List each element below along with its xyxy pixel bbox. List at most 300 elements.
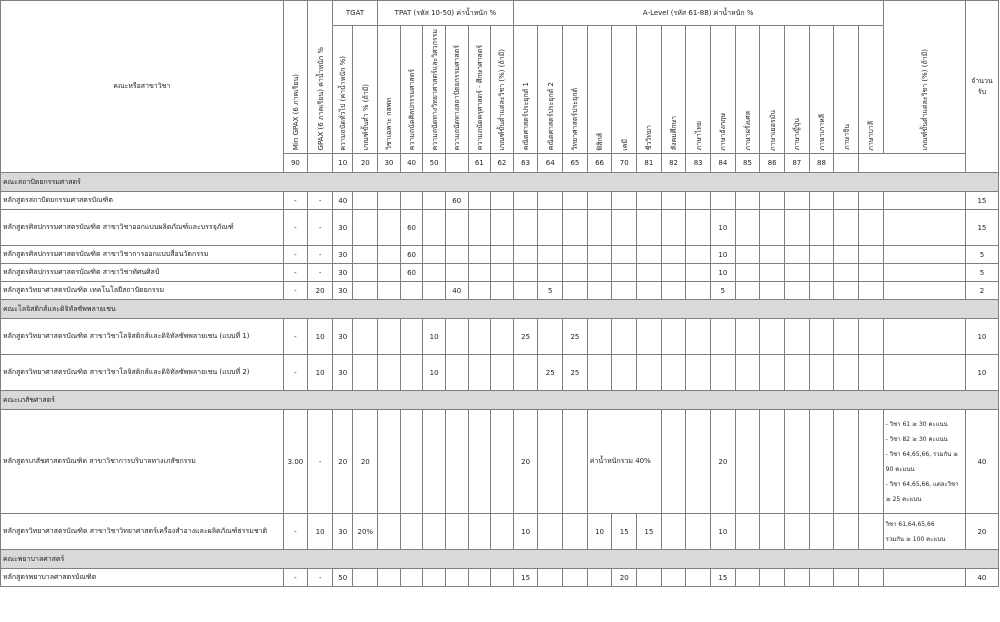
- tpat-cell: [468, 410, 491, 514]
- alevel-cell: [834, 246, 859, 264]
- tpat-cell: [491, 410, 514, 514]
- tgat-min-cell: [353, 569, 378, 587]
- subject-code: 64: [538, 154, 563, 173]
- alevel-sub-header: [538, 26, 563, 154]
- gpax-cell: -: [308, 210, 333, 246]
- alevel-cell: [809, 210, 834, 246]
- alevel-cell: [735, 264, 760, 282]
- seats-cell: 5: [965, 246, 998, 264]
- alevel-cell: [612, 246, 637, 264]
- min-gpax-cell: -: [283, 355, 308, 391]
- alevel-cell: [637, 355, 662, 391]
- alevel-cell: [513, 192, 538, 210]
- tpat-sub-header-label: วิชาเฉพาะ กสพท: [385, 98, 394, 151]
- alevel-cell: 25: [563, 319, 588, 355]
- subject-code: 70: [612, 154, 637, 173]
- alevel-cell: [612, 319, 637, 355]
- alevel-sub-header-label: ภาษาอังกฤษ: [719, 112, 728, 151]
- alevel-sub-header: [711, 26, 736, 154]
- alevel-cell: [686, 319, 711, 355]
- table-row: [1, 246, 999, 264]
- tpat-cell: [423, 514, 446, 550]
- alevel-cell: [538, 514, 563, 550]
- min-gpax-cell: -: [283, 282, 308, 300]
- seats-cell: 40: [965, 410, 998, 514]
- tpat-cell: [378, 210, 401, 246]
- subject-code: 10: [332, 154, 353, 173]
- gpax-cell: -: [308, 410, 333, 514]
- tgat-min-cell: [353, 264, 378, 282]
- alevel-cell: [809, 355, 834, 391]
- alevel-cell: [784, 192, 809, 210]
- tpat-sub-header: [400, 26, 423, 154]
- tpat-cell: [468, 514, 491, 550]
- subject-code: 63: [513, 154, 538, 173]
- subject-code: 20: [353, 154, 378, 173]
- subject-code: 84: [711, 154, 736, 173]
- tpat-cell: [445, 246, 468, 264]
- alevel-sub-header: [563, 26, 588, 154]
- alevel-group-note: ค่าน้ำหนักรวม 40%: [587, 410, 661, 514]
- alevel-cell: [587, 246, 612, 264]
- min-alevel-note: [883, 282, 965, 300]
- alevel-cell: [760, 569, 785, 587]
- program-name: หลักสูตรวิทยาศาสตรบัณฑิต สาขาวิชาวิทยาศาสตร์เครื่องสำอางและผลิตภัณฑ์ธรรมชาติ: [1, 514, 284, 550]
- alevel-sub-header-label: ฟิสิกส์: [596, 132, 605, 151]
- min-alevel-header: [883, 1, 965, 154]
- alevel-cell: 20: [513, 410, 538, 514]
- alevel-sub-header-label: ภาษาบาลี: [867, 120, 876, 151]
- tgat-cell: 30: [332, 264, 353, 282]
- subject-code: 62: [491, 154, 514, 173]
- tgat-cell: 20: [332, 410, 353, 514]
- subject-code: 30: [378, 154, 401, 173]
- min-gpax-cell: -: [283, 192, 308, 210]
- subject-code: 85: [735, 154, 760, 173]
- subject-code: 82: [661, 154, 686, 173]
- alevel-cell: [538, 210, 563, 246]
- tpat-cell: [445, 319, 468, 355]
- min-alevel-note: [883, 319, 965, 355]
- tgat-min-cell: [353, 355, 378, 391]
- alevel-cell: [686, 210, 711, 246]
- tgat-min-cell: [353, 192, 378, 210]
- alevel-cell: [538, 246, 563, 264]
- seats-cell: 10: [965, 319, 998, 355]
- table-row: [1, 410, 999, 514]
- alevel-cell: [858, 410, 883, 514]
- alevel-cell: [809, 319, 834, 355]
- tgat-min-cell: [353, 282, 378, 300]
- tgat-cell: 30: [332, 246, 353, 264]
- program-name: หลักสูตรเภสัชศาสตรบัณฑิต สาขาวิชาการบริบาลทางเภสัชกรรม: [1, 410, 284, 514]
- alevel-cell: [809, 514, 834, 550]
- alevel-cell: [686, 355, 711, 391]
- alevel-cell: [686, 410, 711, 514]
- alevel-cell: 5: [711, 282, 736, 300]
- subject-code: 81: [637, 154, 662, 173]
- alevel-cell: [735, 192, 760, 210]
- alevel-cell: [513, 210, 538, 246]
- section-row: [1, 173, 999, 192]
- alevel-cell: [538, 410, 563, 514]
- alevel-cell: [834, 569, 859, 587]
- alevel-cell: [612, 355, 637, 391]
- tpat-cell: [400, 410, 423, 514]
- alevel-cell: 15: [513, 569, 538, 587]
- tpat-cell: [423, 192, 446, 210]
- alevel-cell: [686, 282, 711, 300]
- alevel-cell: 15: [711, 569, 736, 587]
- alevel-cell: 10: [587, 514, 612, 550]
- alevel-cell: [809, 192, 834, 210]
- min-gpax-cell: -: [283, 319, 308, 355]
- alevel-cell: 10: [711, 246, 736, 264]
- tpat-cell: [445, 264, 468, 282]
- alevel-sub-header: [834, 26, 859, 154]
- program-name: หลักสูตรพยาบาลศาสตรบัณฑิต: [1, 569, 284, 587]
- alevel-cell: [760, 192, 785, 210]
- tpat-cell: [423, 282, 446, 300]
- alevel-sub-header-label: เคมี: [620, 138, 629, 151]
- tpat-cell: [491, 319, 514, 355]
- tgat-cell: 30: [332, 319, 353, 355]
- program-name: หลักสูตรศิลปกรรมศาสตรบัณฑิต สาขาวิชาการออกแบบสื่อนวัตกรรม: [1, 246, 284, 264]
- tpat-cell: [400, 319, 423, 355]
- alevel-cell: [587, 569, 612, 587]
- alevel-cell: [735, 410, 760, 514]
- alevel-cell: [834, 355, 859, 391]
- alevel-cell: [760, 410, 785, 514]
- tgat-sub-header: [332, 26, 353, 154]
- alevel-cell: [784, 569, 809, 587]
- alevel-cell: 20: [612, 569, 637, 587]
- tpat-sub-header-label: ความถนัดทางสถาปัตยกรรมศาสตร์: [453, 44, 462, 151]
- tpat-cell: [491, 264, 514, 282]
- tgat-cell: 50: [332, 569, 353, 587]
- alevel-cell: [587, 355, 612, 391]
- subject-code: [308, 154, 333, 173]
- alevel-sub-header: [858, 26, 883, 154]
- alevel-cell: [760, 210, 785, 246]
- subject-code: 86: [760, 154, 785, 173]
- tpat-cell: [423, 264, 446, 282]
- alevel-cell: [513, 355, 538, 391]
- alevel-cell: [661, 210, 686, 246]
- alevel-cell: [538, 192, 563, 210]
- tpat-cell: [491, 246, 514, 264]
- alevel-cell: 10: [711, 210, 736, 246]
- min-gpax-cell: 3.00: [283, 410, 308, 514]
- alevel-cell: [858, 514, 883, 550]
- alevel-cell: [612, 282, 637, 300]
- min-alevel-note: [883, 569, 965, 587]
- min-alevel-note: [883, 192, 965, 210]
- alevel-cell: [612, 192, 637, 210]
- tpat-cell: [378, 514, 401, 550]
- alevel-cell: [563, 514, 588, 550]
- table-row: [1, 514, 999, 550]
- tpat-cell: [491, 514, 514, 550]
- alevel-cell: [661, 355, 686, 391]
- alevel-cell: [834, 319, 859, 355]
- gpax-weight-header: [308, 1, 333, 154]
- alevel-cell: 15: [612, 514, 637, 550]
- table-row: [1, 569, 999, 587]
- gpax-cell: 10: [308, 319, 333, 355]
- tgat-cell: 40: [332, 192, 353, 210]
- tpat-sub-header-label: ความถนัดศิลปกรรมศาสตร์: [408, 69, 417, 151]
- min-alevel-note: [883, 355, 965, 391]
- section-title: คณะโลจิสติกส์และดิจิทัลซัพพลายเชน: [1, 300, 999, 319]
- note-line: วิชา 61,64,65,66: [885, 520, 935, 528]
- alevel-cell: [661, 514, 686, 550]
- alevel-cell: [612, 210, 637, 246]
- alevel-cell: [661, 264, 686, 282]
- seats-cell: 15: [965, 210, 998, 246]
- alevel-cell: [563, 246, 588, 264]
- alevel-cell: [637, 282, 662, 300]
- alevel-sub-header-label: สังคมศึกษา: [670, 116, 679, 151]
- section-title: คณะพยาบาลศาสตร์: [1, 550, 999, 569]
- alevel-cell: [760, 264, 785, 282]
- alevel-cell: [735, 514, 760, 550]
- tgat-sub-header-label: เกณฑ์ขั้นต่ำ % (ถ้ามี): [361, 84, 370, 151]
- alevel-cell: [809, 282, 834, 300]
- alevel-cell: [686, 514, 711, 550]
- min-gpax-cell: -: [283, 246, 308, 264]
- subject-code: 88: [809, 154, 834, 173]
- tgat-min-cell: [353, 319, 378, 355]
- alevel-cell: [760, 282, 785, 300]
- alevel-cell: [563, 210, 588, 246]
- alevel-sub-header: [612, 26, 637, 154]
- alevel-cell: [784, 410, 809, 514]
- tpat-cell: [400, 192, 423, 210]
- gpax-cell: 10: [308, 514, 333, 550]
- alevel-cell: [661, 319, 686, 355]
- tpat-cell: [468, 192, 491, 210]
- alevel-cell: [809, 264, 834, 282]
- tpat-sub-header: [445, 26, 468, 154]
- tpat-header: TPAT (รหัส 10-50) ค่าน้ำหนัก %: [378, 1, 514, 26]
- alevel-cell: [858, 210, 883, 246]
- alevel-cell: [784, 282, 809, 300]
- alevel-cell: [834, 264, 859, 282]
- alevel-cell: [858, 569, 883, 587]
- alevel-cell: [858, 282, 883, 300]
- table-row: [1, 264, 999, 282]
- alevel-cell: [711, 355, 736, 391]
- tpat-cell: [378, 192, 401, 210]
- tpat-cell: [468, 569, 491, 587]
- gpax-weight-label: GPAX (6 ภาคเรียน) ค่าน้ำหนัก %: [316, 46, 325, 151]
- tpat-cell: [468, 319, 491, 355]
- subject-code: 90: [283, 154, 308, 173]
- seats-cell: 20: [965, 514, 998, 550]
- tpat-cell: [423, 246, 446, 264]
- tpat-cell: [378, 569, 401, 587]
- tpat-cell: 40: [445, 282, 468, 300]
- tgat-min-cell: 20%: [353, 514, 378, 550]
- alevel-cell: [587, 264, 612, 282]
- tpat-cell: [400, 514, 423, 550]
- table-row: [1, 282, 999, 300]
- program-name: หลักสูตรวิทยาศาสตรบัณฑิต สาขาวิชาโลจิสติกส์และดิจิทัลซัพพลายเชน (แบบที่ 1): [1, 319, 284, 355]
- alevel-cell: 25: [563, 355, 588, 391]
- alevel-cell: [735, 569, 760, 587]
- alevel-cell: [513, 264, 538, 282]
- tpat-cell: [468, 210, 491, 246]
- alevel-cell: [637, 569, 662, 587]
- tpat-cell: 10: [423, 355, 446, 391]
- subject-code: 83: [686, 154, 711, 173]
- alevel-cell: [735, 246, 760, 264]
- section-row: [1, 391, 999, 410]
- tgat-min-cell: [353, 246, 378, 264]
- alevel-sub-header: [809, 26, 834, 154]
- alevel-cell: [784, 246, 809, 264]
- alevel-cell: [686, 264, 711, 282]
- min-alevel-note: [883, 514, 965, 550]
- seats-header: จำนวนรับ: [965, 1, 998, 173]
- min-alevel-label: เกณฑ์ขั้นต่ำแต่ละวิชา (%) (ถ้ามี): [920, 48, 929, 151]
- min-gpax-label: Min GPAX (6 ภาคเรียน): [291, 74, 300, 151]
- alevel-cell: [686, 192, 711, 210]
- alevel-cell: [661, 282, 686, 300]
- tpat-sub-header: [491, 26, 514, 154]
- alevel-sub-header-label: คณิตศาสตร์ประยุกต์ 2: [546, 82, 555, 151]
- tgat-header: TGAT: [332, 1, 377, 26]
- alevel-cell: [563, 569, 588, 587]
- section-title: คณะสถาปัตยกรรมศาสตร์: [1, 173, 999, 192]
- alevel-cell: [784, 319, 809, 355]
- alevel-sub-header-label: ภาษาเกาหลี: [817, 113, 826, 151]
- gpax-cell: 10: [308, 355, 333, 391]
- seats-cell: 40: [965, 569, 998, 587]
- min-gpax-cell: -: [283, 210, 308, 246]
- note-line: - วิชา 82 ≥ 30 คะแนน: [885, 435, 948, 443]
- alevel-cell: [587, 319, 612, 355]
- alevel-cell: 25: [513, 319, 538, 355]
- table-row: [1, 355, 999, 391]
- subject-code: 66: [587, 154, 612, 173]
- alevel-cell: [661, 192, 686, 210]
- alevel-cell: [834, 514, 859, 550]
- tgat-cell: 30: [332, 210, 353, 246]
- program-header: คณะหรือสาขาวิชา: [1, 1, 284, 173]
- tpat-cell: 10: [423, 319, 446, 355]
- alevel-cell: [760, 355, 785, 391]
- tpat-cell: [445, 569, 468, 587]
- alevel-cell: [735, 282, 760, 300]
- alevel-sub-header-label: ภาษาจีน: [842, 124, 851, 151]
- alevel-cell: 15: [637, 514, 662, 550]
- tpat-cell: [468, 246, 491, 264]
- alevel-header: A-Level (รหัส 61-88) ค่าน้ำหนัก %: [513, 1, 883, 26]
- tgat-min-cell: 20: [353, 410, 378, 514]
- tpat-cell: [468, 264, 491, 282]
- gpax-cell: -: [308, 264, 333, 282]
- tgat-cell: 30: [332, 355, 353, 391]
- seats-cell: 5: [965, 264, 998, 282]
- alevel-sub-header: [661, 26, 686, 154]
- tpat-cell: [423, 569, 446, 587]
- alevel-cell: [637, 246, 662, 264]
- alevel-cell: [563, 410, 588, 514]
- alevel-cell: [809, 246, 834, 264]
- program-name: หลักสูตรวิทยาศาสตรบัณฑิต สาขาวิชาโลจิสติกส์และดิจิทัลซัพพลายเชน (แบบที่ 2): [1, 355, 284, 391]
- program-name: หลักสูตรวิทยาศาสตรบัณฑิต เทคโนโลยีสถาปัตยกรรม: [1, 282, 284, 300]
- alevel-sub-header: [784, 26, 809, 154]
- alevel-cell: 20: [711, 410, 736, 514]
- alevel-sub-header-label: ภาษาฝรั่งเศส: [744, 110, 752, 151]
- alevel-cell: [711, 192, 736, 210]
- alevel-cell: [760, 246, 785, 264]
- tpat-cell: 60: [445, 192, 468, 210]
- gpax-cell: -: [308, 569, 333, 587]
- tpat-cell: [423, 410, 446, 514]
- alevel-cell: [711, 319, 736, 355]
- alevel-cell: [538, 319, 563, 355]
- alevel-sub-header-label: ภาษาไทย: [694, 121, 703, 151]
- subject-code: 65: [563, 154, 588, 173]
- alevel-sub-header: [686, 26, 711, 154]
- alevel-cell: [784, 355, 809, 391]
- alevel-cell: [760, 514, 785, 550]
- tpat-cell: [378, 355, 401, 391]
- alevel-cell: [858, 355, 883, 391]
- alevel-cell: [661, 410, 686, 514]
- alevel-cell: [637, 192, 662, 210]
- tpat-sub-header-label: ความถนัดครุศาสตร์ - ศึกษาศาสตร์: [475, 45, 484, 151]
- alevel-cell: [735, 355, 760, 391]
- alevel-cell: 25: [538, 355, 563, 391]
- alevel-sub-header: [760, 26, 785, 154]
- seats-cell: 15: [965, 192, 998, 210]
- alevel-cell: [661, 569, 686, 587]
- alevel-cell: [858, 264, 883, 282]
- alevel-cell: [784, 514, 809, 550]
- tpat-cell: [378, 264, 401, 282]
- tpat-cell: [468, 282, 491, 300]
- alevel-cell: [809, 410, 834, 514]
- alevel-sub-header: [513, 26, 538, 154]
- subject-code: 61: [468, 154, 491, 173]
- tpat-cell: [445, 514, 468, 550]
- program-name: หลักสูตรศิลปกรรมศาสตรบัณฑิต สาขาวิชาออกแบบผลิตภัณฑ์และบรรจุภัณฑ์: [1, 210, 284, 246]
- alevel-cell: [637, 264, 662, 282]
- alevel-cell: [858, 246, 883, 264]
- tpat-cell: [491, 282, 514, 300]
- note-line: - วิชา 64,65,66, แต่ละวิชา ≥ 25 คะแนน: [885, 480, 959, 503]
- alevel-cell: [858, 192, 883, 210]
- alevel-cell: 10: [711, 514, 736, 550]
- alevel-cell: [784, 210, 809, 246]
- section-row: [1, 300, 999, 319]
- tpat-sub-header-label: เกณฑ์ขั้นต่ำแต่ละวิชา (%) (ถ้ามี): [498, 48, 507, 151]
- note-line: - วิชา 61 ≥ 30 คะแนน: [885, 420, 948, 428]
- gpax-cell: -: [308, 192, 333, 210]
- gpax-cell: -: [308, 246, 333, 264]
- alevel-cell: [784, 264, 809, 282]
- tgat-cell: 30: [332, 514, 353, 550]
- tpat-cell: [400, 282, 423, 300]
- alevel-cell: [538, 264, 563, 282]
- tpat-cell: [378, 246, 401, 264]
- tpat-cell: [445, 410, 468, 514]
- alevel-cell: [661, 246, 686, 264]
